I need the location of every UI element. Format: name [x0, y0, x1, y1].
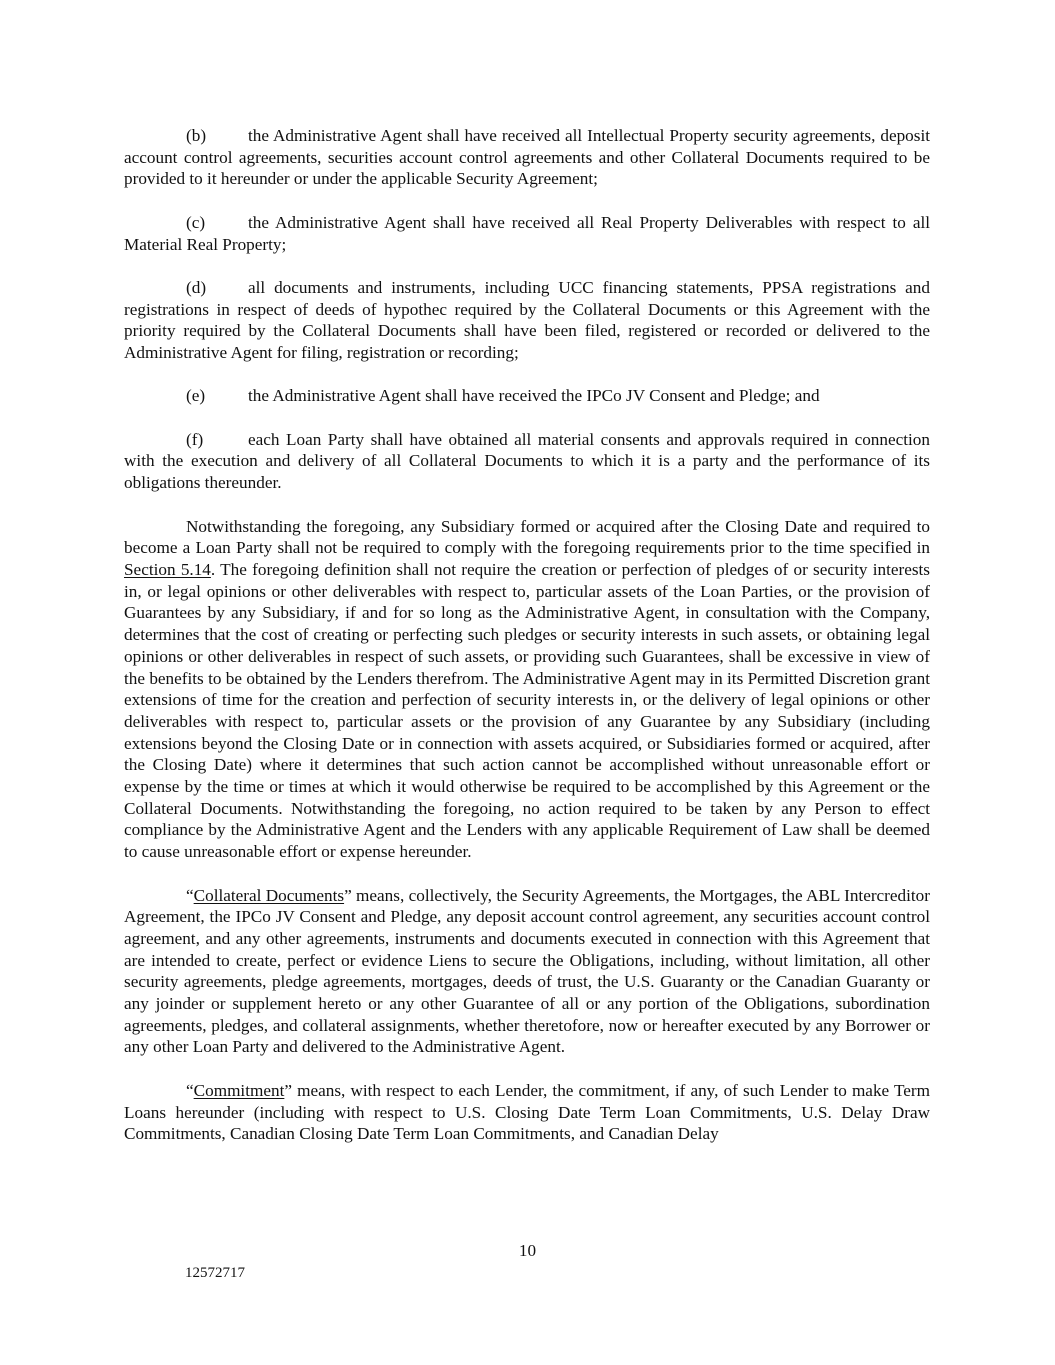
clause-text: the Administrative Agent shall have received the IPCo JV Consent and Pledge; and [248, 386, 820, 406]
clause-text: all documents and instruments, including UCC financing statements, PPSA registrations and registrations in respect of deeds of hypothec required by the Collateral Documents or this Agreement with the priority required by the Collateral Documents shall have been filed, registered or recorded or delivered to the Administrative Agent for filing, registration or recording; [124, 277, 930, 362]
paragraph-text: . The foregoing definition shall not require the creation or perfection of pledges of or security interests in, or legal opinions or other deliverables with respect to, particular assets of the Loan Parties, or the provision of Guarantees by any Subsidiary, if and for so long as the Administrative Agent, in consultation with the Company, determines that the cost of creating or perfecting such pledges or security interests in such assets, or obtaining legal opinions or other deliverables in respect of such assets, or providing such Guarantees, shall be excessive in view of the benefits to be obtained by the Lenders therefrom. The Administrative Agent may in its Permitted Discretion grant extensions of time for the creation and perfection of security interests in, or the delivery of legal opinions or other deliverables with respect to, particular assets or the provision of any Guarantee by any Subsidiary (including extensions beyond the Closing Date or in connection with assets acquired, or Subsidiaries formed or acquired, after the Closing Date) where it determines that such action cannot be accomplished without unreasonable effort or expense by the time or times at which it would otherwise be required to be accomplished by this Agreement or the Collateral Documents. Notwithstanding the foregoing, no action required to be taken by any Person to effect compliance by the Administrative Agent and the Lenders with any applicable Requirement of Law shall be deemed to cause unreasonable effort or expense hereunder. [124, 559, 930, 862]
definition-collateral-documents [124, 885, 930, 1059]
open-quote: “ [186, 1080, 194, 1100]
clause-label: (f) [186, 429, 204, 449]
clause-f [124, 429, 930, 494]
clause-label: (b) [186, 126, 207, 145]
definition-text: ” means, with respect to each Lender, the commitment, if any, of such Lender to make Term Loans hereunder (including with respect to U.S. Closing Date Term Loan Commitments, U.S. Delay Draw Commitments, Canadian Closing Date Term Loan Commitments, and Canadian Delay [124, 1080, 930, 1144]
defined-term: Collateral Documents [193, 885, 345, 905]
document-body [124, 125, 930, 1167]
open-quote: “ [186, 885, 194, 905]
defined-term: Commitment [193, 1080, 285, 1100]
clause-b [124, 125, 930, 190]
section-reference: Section 5.14 [124, 559, 211, 579]
clause-text: the Administrative Agent shall have received all Real Property Deliverables with respect to all Material Real Property; [124, 212, 930, 254]
clause-d [124, 277, 930, 364]
definition-commitment [124, 1080, 930, 1145]
clause-c [124, 212, 930, 255]
clause-label: (d) [186, 277, 207, 297]
paragraph-text: Notwithstanding the foregoing, any Subsidiary formed or acquired after the Closing Date and required to become a Loan Party shall not be required to comply with the foregoing requirements prior to the time specified in [124, 516, 930, 558]
clause-label: (c) [186, 212, 206, 232]
notwithstanding-paragraph [124, 516, 930, 863]
definition-text: ” means, collectively, the Security Agreements, the Mortgages, the ABL Intercreditor Agreement, the IPCo JV Consent and Pledge, any deposit account control agreement, any securities account control agreement, and any other agreements, instruments and documents executed in connection with this Agreement that are intended to create, perfect or evidence Liens to secure the Obligations, including, without limitation, all other security agreements, pledge agreements, mortgages, deeds of trust, the U.S. Guaranty or the Canadian Guaranty or any joinder or supplement hereto or any other Guarantee of all or any portion of the Obligations, subordination agreements, pledges, and collateral assignments, whether theretofore, now or hereafter executed by any Borrower or any other Loan Party and delivered to the Administrative Agent. [124, 885, 930, 1057]
document-id: 12572717 [185, 1265, 245, 1281]
clause-text: the Administrative Agent shall have received all Intellectual Property security agreements, deposit account control agreements, securities account control agreements and other Collateral Documents required to be provided to it hereunder or under the applicable Security Agreement; [124, 126, 930, 189]
clause-label: (e) [186, 386, 206, 406]
page-number: 10 [518, 1241, 537, 1260]
clause-text: each Loan Party shall have obtained all material consents and approvals required in connection with the execution and delivery of all Collateral Documents to which it is a party and the performance of its obligations thereunder. [124, 429, 930, 493]
clause-e [124, 385, 930, 407]
